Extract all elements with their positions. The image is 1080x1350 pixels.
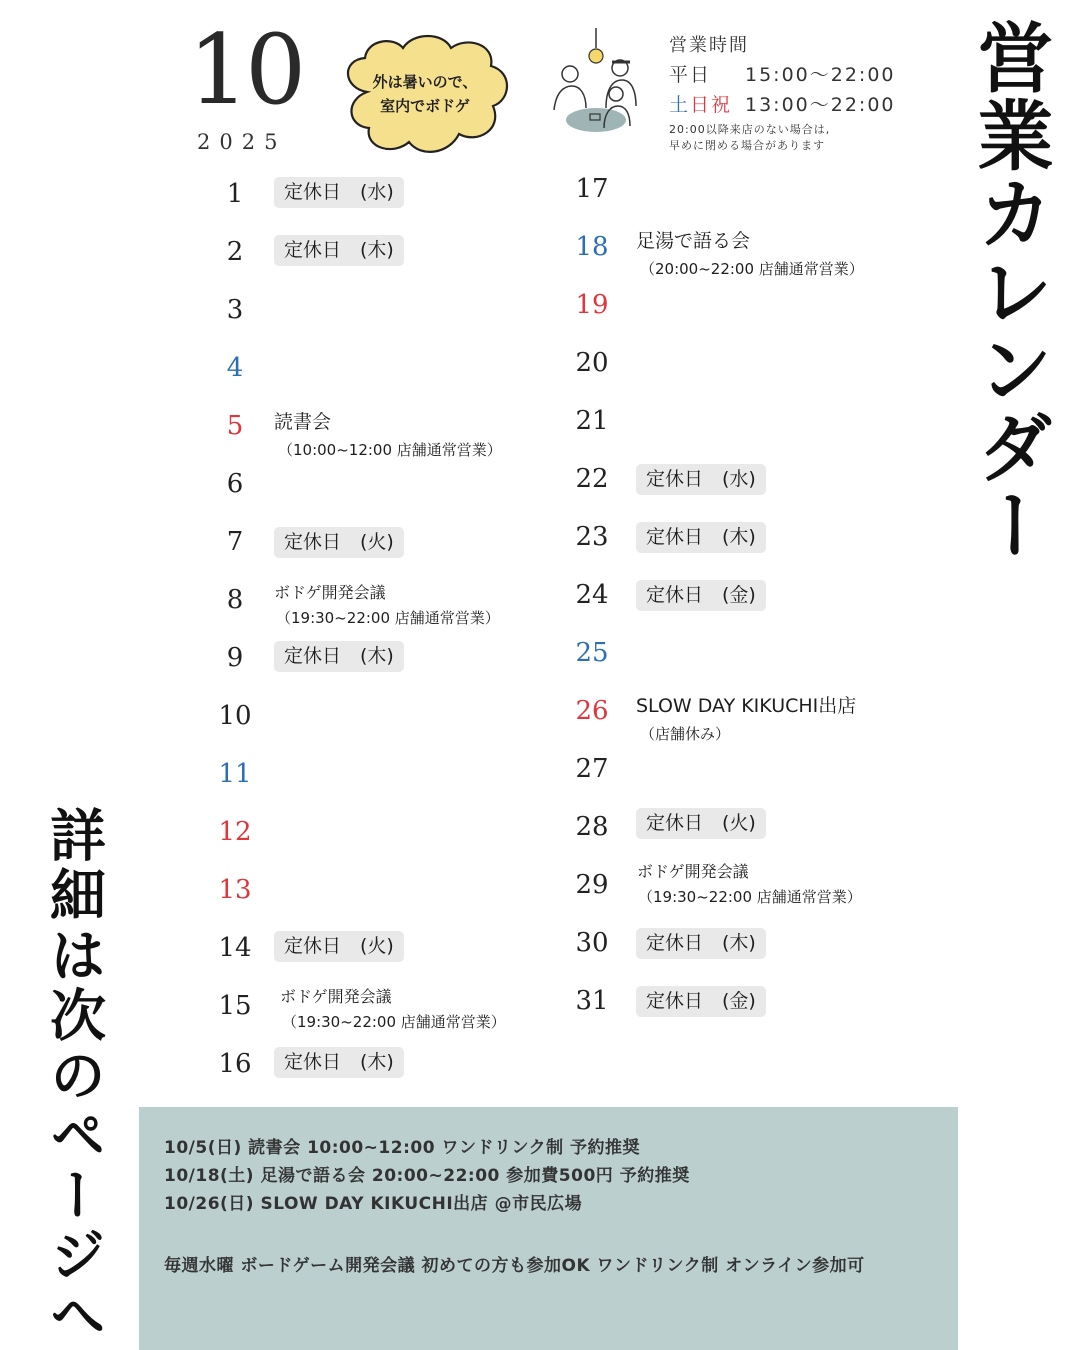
closed-tag: 定休日 (木)	[274, 235, 404, 266]
month-number: 10	[188, 14, 303, 126]
event-title: ボドゲ開発会議	[280, 987, 392, 1006]
hours-holiday	[669, 90, 896, 120]
day-number: 21	[575, 406, 609, 436]
event-info-panel	[139, 1107, 958, 1350]
weekday-time: 15:00〜22:00	[745, 64, 896, 86]
event-detail: （19:30~22:00 店舗通常営業）	[276, 609, 500, 627]
hours-note-2: 早めに閉める場合があります	[669, 139, 825, 152]
day-number: 27	[575, 754, 609, 784]
closed-tag: 定休日 (木)	[274, 1047, 404, 1078]
day-number: 14	[218, 933, 252, 963]
day-number: 11	[218, 759, 252, 789]
event-detail: （19:30~22:00 店舗通常営業）	[638, 888, 862, 906]
saturday-label: 土	[669, 94, 691, 116]
closed-tag: 定休日 (火)	[274, 931, 404, 962]
closed-tag: 定休日 (火)	[274, 527, 404, 558]
day-number: 25	[575, 638, 609, 668]
event-title: SLOW DAY KIKUCHI出店	[636, 695, 857, 717]
closed-tag: 定休日 (木)	[636, 522, 766, 553]
event-detail: （20:00~22:00 店舗通常営業）	[640, 260, 864, 278]
day-number: 19	[575, 290, 609, 320]
day-number: 20	[575, 348, 609, 378]
holiday-label: 祝	[711, 94, 733, 116]
closed-tag: 定休日 (木)	[274, 641, 404, 672]
day-number: 10	[218, 701, 252, 731]
day-number: 26	[575, 696, 609, 726]
day-number: 6	[226, 469, 244, 499]
event-detail: （19:30~22:00 店舗通常営業）	[282, 1013, 506, 1031]
hours-title: 営業時間	[669, 35, 749, 56]
info-line-1: 10/5(日) 読書会 10:00~12:00 ワンドリンク制 予約推奨	[164, 1138, 641, 1158]
day-number: 5	[226, 411, 244, 441]
day-number: 28	[575, 812, 609, 842]
side-note: 詳細は次のページへ	[41, 806, 106, 1346]
day-number: 9	[226, 643, 244, 673]
event-detail: （10:00~12:00 店舗通常営業）	[278, 441, 502, 459]
closed-tag: 定休日 (金)	[636, 580, 766, 611]
day-number: 8	[226, 585, 244, 615]
people-playing-boardgame-illustration	[540, 28, 652, 140]
bubble-line-2: 室内でボドゲ	[380, 97, 470, 115]
day-number: 3	[226, 295, 244, 325]
sunday-label: 日	[690, 94, 712, 116]
day-number: 7	[226, 527, 244, 557]
bubble-line-1: 外は暑いので、	[372, 73, 478, 91]
closed-tag: 定休日 (水)	[636, 464, 766, 495]
closed-tag: 定休日 (金)	[636, 986, 766, 1017]
year: 2025	[197, 130, 287, 154]
weekday-label: 平日	[669, 64, 712, 86]
page-title: 営業カレンダー	[965, 18, 1054, 564]
info-line-3: 10/26(日) SLOW DAY KIKUCHI出店 @市民広場	[164, 1194, 583, 1214]
event-title: 足湯で語る会	[636, 230, 751, 252]
info-line-4: 毎週水曜 ボードゲーム開発会議 初めての方も参加OK ワンドリンク制 オンライン参加可	[164, 1256, 865, 1276]
day-number: 15	[218, 991, 252, 1021]
event-title: ボドゲ開発会議	[637, 862, 749, 881]
day-number: 31	[575, 986, 609, 1016]
day-number: 12	[218, 817, 252, 847]
speech-bubble	[337, 30, 513, 162]
holiday-time: 13:00〜22:00	[745, 94, 896, 116]
day-number: 23	[575, 522, 609, 552]
hours-note-1: 20:00以降来店のない場合は,	[669, 123, 831, 136]
day-number: 13	[218, 875, 252, 905]
hours-weekday	[669, 60, 896, 90]
day-number: 30	[575, 928, 609, 958]
event-detail: （店舗休み）	[640, 725, 731, 743]
day-number: 24	[575, 580, 609, 610]
event-title: ボドゲ開発会議	[274, 583, 386, 602]
day-number: 29	[575, 870, 609, 900]
event-title: 読書会	[274, 411, 332, 433]
closed-tag: 定休日 (火)	[636, 808, 766, 839]
day-number: 2	[226, 237, 244, 267]
day-number: 18	[575, 232, 609, 262]
day-number: 1	[226, 179, 244, 209]
day-number: 4	[226, 353, 244, 383]
day-number: 16	[218, 1049, 252, 1079]
business-hours	[669, 32, 896, 154]
day-number: 17	[575, 174, 609, 204]
closed-tag: 定休日 (木)	[636, 928, 766, 959]
info-line-2: 10/18(土) 足湯で語る会 20:00~22:00 参加費500円 予約推奨	[164, 1166, 690, 1186]
day-number: 22	[575, 464, 609, 494]
closed-tag: 定休日 (水)	[274, 177, 404, 208]
